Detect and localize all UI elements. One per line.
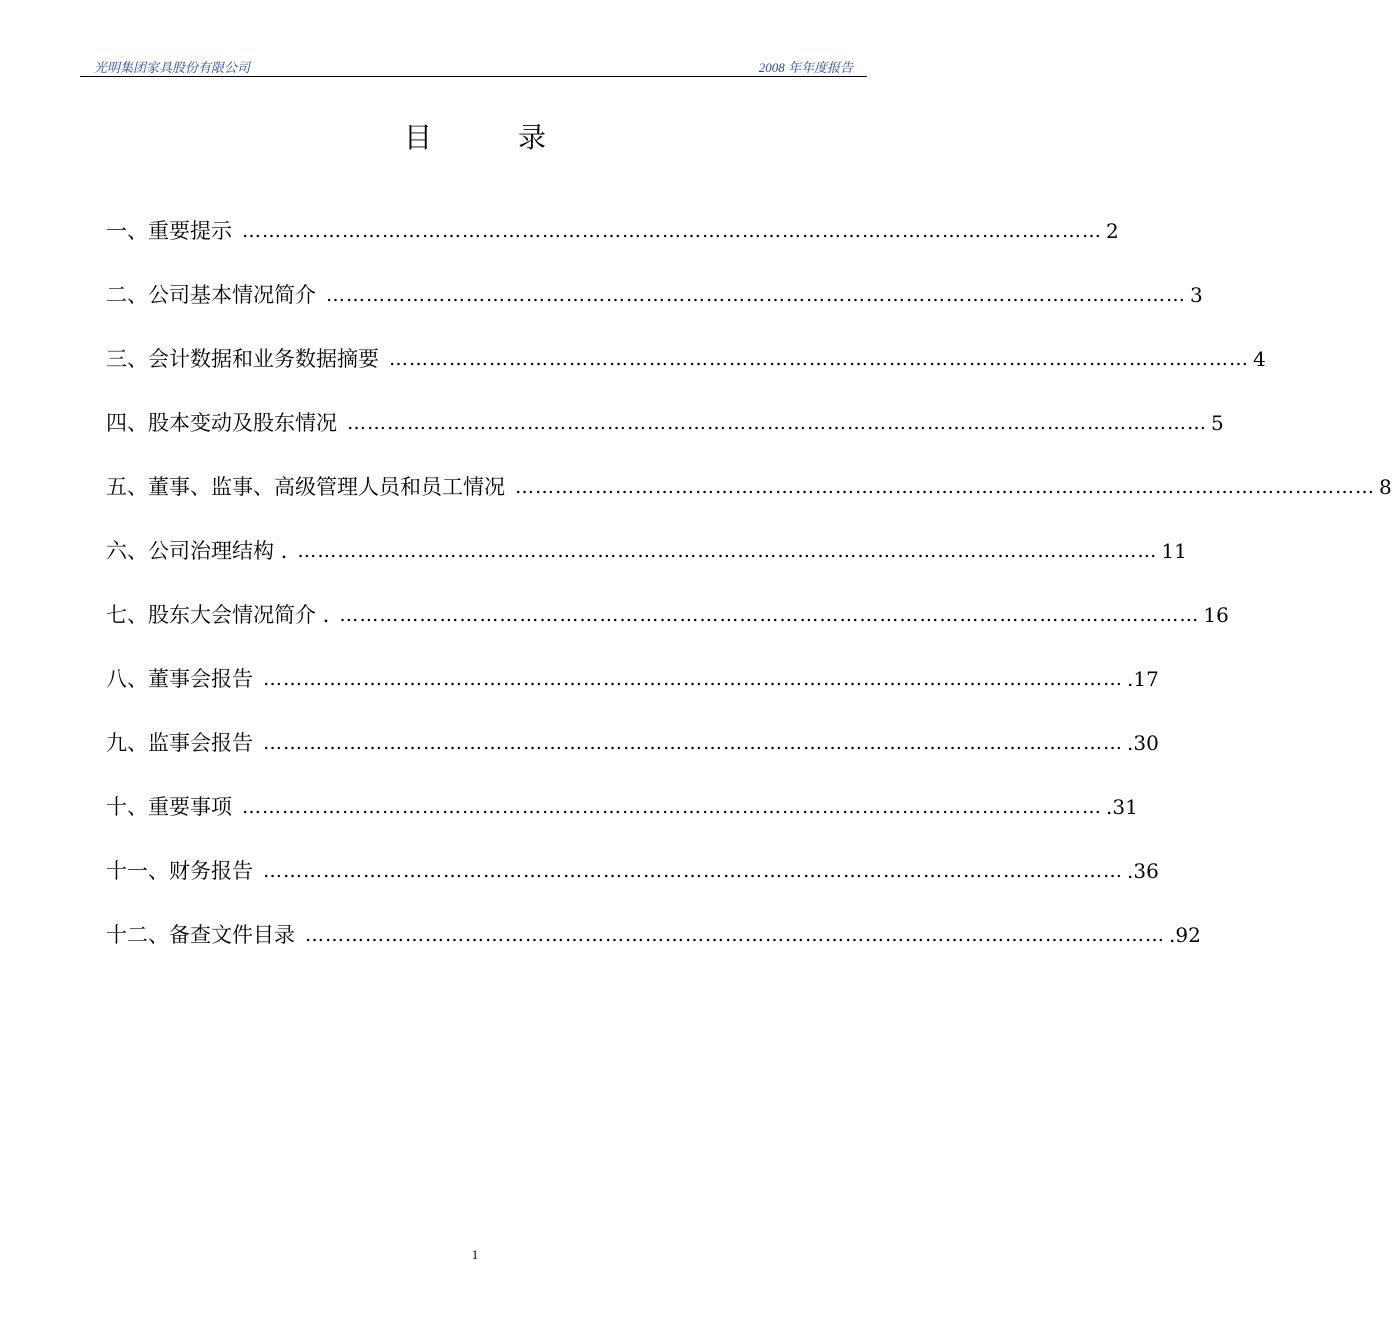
toc-entry[interactable]	[106, 532, 1187, 596]
toc-entry-label[interactable]: 一、重要提示	[106, 219, 232, 243]
toc-entry[interactable]	[106, 916, 1201, 980]
toc-entry[interactable]	[106, 340, 1266, 404]
toc-entry[interactable]	[106, 212, 1119, 276]
toc-title-part1: 目	[403, 121, 432, 154]
toc-entry-label[interactable]: 十二、备查文件目录	[106, 923, 295, 947]
toc-entry-label[interactable]: 三、会计数据和业务数据摘要	[106, 347, 379, 371]
toc-entry-label[interactable]: 四、股本变动及股东情况	[106, 411, 337, 435]
toc-entry[interactable]	[106, 660, 1159, 724]
toc-dot-leader: …………………………………………………………………………………………………………………	[305, 924, 1165, 946]
toc-entry-page: .36	[1127, 859, 1159, 883]
toc-entry[interactable]	[106, 724, 1159, 788]
toc-entry-label[interactable]: 九、监事会报告	[106, 731, 253, 755]
toc-entry-page: .31	[1106, 795, 1138, 819]
toc-dot-leader: …………………………………………………………………………………………………………………	[242, 796, 1102, 818]
toc-dot-leader: …………………………………………………………………………………………………………………	[347, 412, 1207, 434]
toc-entry-page: 2	[1106, 219, 1119, 243]
page-header	[80, 56, 867, 77]
toc-title-part2: 录	[518, 121, 547, 154]
toc-entry[interactable]	[106, 596, 1229, 660]
toc-dot-leader: …………………………………………………………………………………………………………………	[297, 540, 1158, 562]
toc-entry-page: 8	[1379, 475, 1392, 499]
toc-title	[0, 116, 950, 156]
toc-entry[interactable]	[106, 404, 1224, 468]
toc-entry-label[interactable]: 六、公司治理结构 .	[106, 539, 288, 563]
toc-dot-leader: …………………………………………………………………………………………………………………	[339, 604, 1200, 626]
toc-entry-label[interactable]: 五、董事、监事、高级管理人员和员工情况	[106, 475, 505, 499]
toc-entry-label[interactable]: 八、董事会报告	[106, 667, 253, 691]
header-report-title: 2008 年年度报告	[758, 60, 853, 75]
toc-dot-leader: …………………………………………………………………………………………………………………	[263, 668, 1123, 690]
toc-entry-page: .92	[1169, 923, 1201, 947]
toc-entry[interactable]	[106, 276, 1203, 340]
toc-entry-page: .17	[1127, 667, 1159, 691]
page-number: 1	[471, 1247, 479, 1262]
toc-entry-label[interactable]: 十、重要事项	[106, 795, 232, 819]
toc-entry-page: .30	[1127, 731, 1159, 755]
table-of-contents	[106, 212, 1392, 980]
toc-entry-label[interactable]: 七、股东大会情况简介 .	[106, 603, 330, 627]
toc-entry[interactable]	[106, 468, 1392, 532]
toc-dot-leader: …………………………………………………………………………………………………………………	[263, 732, 1123, 754]
toc-entry[interactable]	[106, 788, 1138, 852]
toc-dot-leader: …………………………………………………………………………………………………………………	[326, 284, 1186, 306]
toc-entry-page: 11	[1161, 539, 1187, 563]
header-company-name: 光明集团家具股份有限公司	[94, 60, 251, 75]
toc-dot-leader: …………………………………………………………………………………………………………………	[242, 220, 1102, 242]
toc-entry-page: 5	[1211, 411, 1224, 435]
toc-dot-leader: …………………………………………………………………………………………………………………	[389, 348, 1249, 370]
toc-entry-page: 4	[1253, 347, 1266, 371]
toc-dot-leader: …………………………………………………………………………………………………………………	[263, 860, 1123, 882]
toc-entry-label[interactable]: 十一、财务报告	[106, 859, 253, 883]
toc-dot-leader: …………………………………………………………………………………………………………………	[515, 476, 1375, 498]
toc-entry-page: 16	[1203, 603, 1229, 627]
toc-entry-label[interactable]: 二、公司基本情况简介	[106, 283, 316, 307]
toc-entry-page: 3	[1190, 283, 1203, 307]
toc-entry[interactable]	[106, 852, 1159, 916]
